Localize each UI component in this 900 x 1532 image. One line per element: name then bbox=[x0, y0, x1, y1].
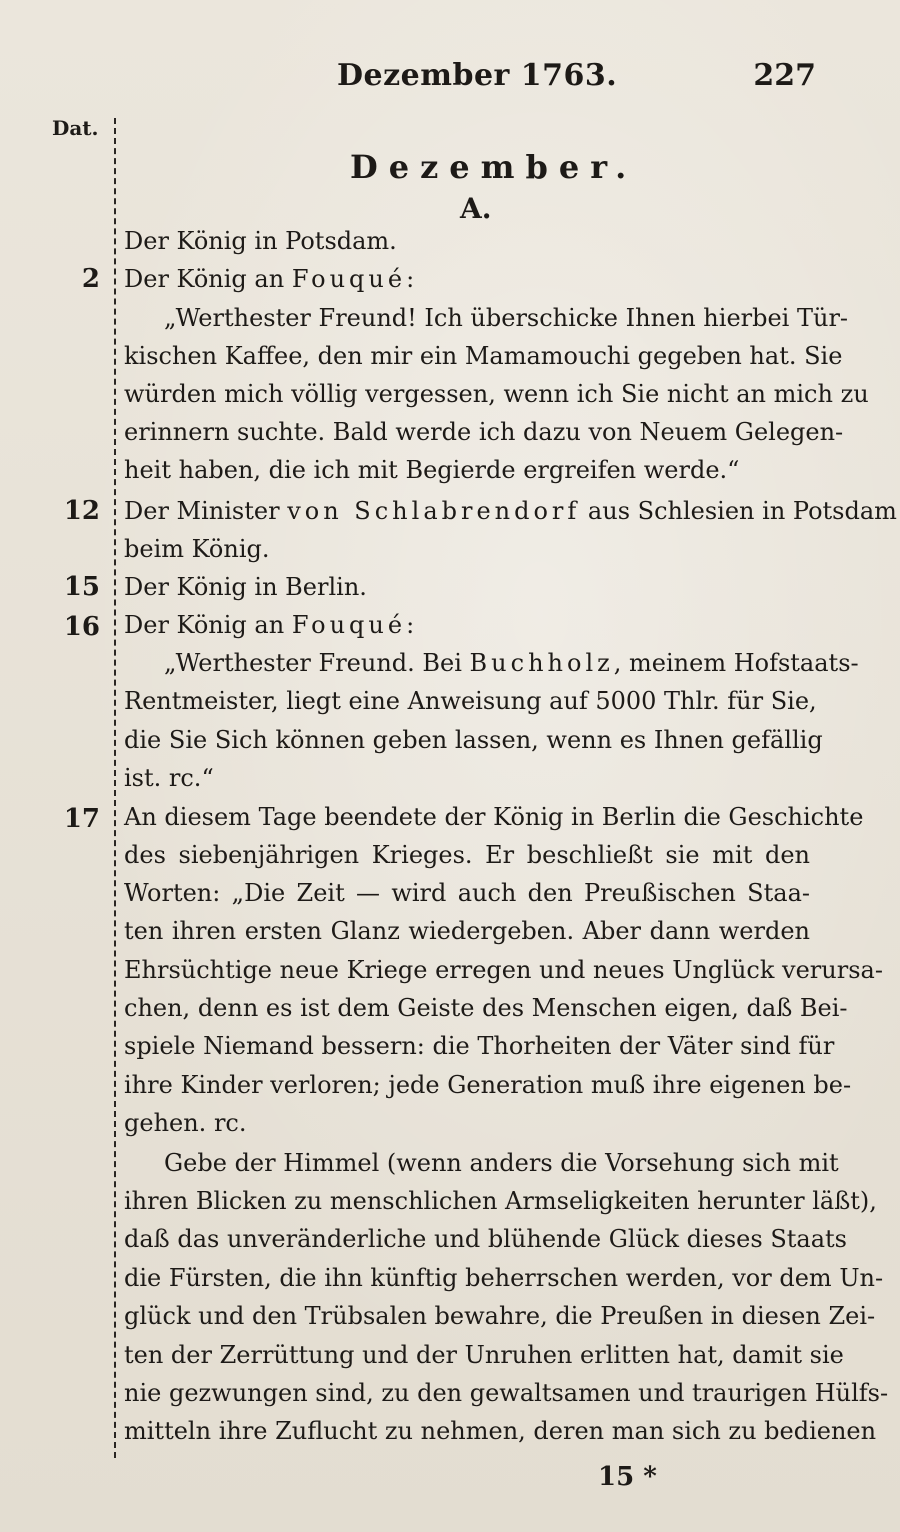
text-line: Ehrsüchtige neue Kriege erregen und neues Unglück verursa- bbox=[124, 956, 883, 984]
text-line bbox=[164, 644, 859, 682]
text-line: die Fürsten, die ihn künftig beherrschen werden, vor dem Un- bbox=[124, 1264, 884, 1292]
text-line: würden mich völlig vergessen, wenn ich Sie nicht an mich zu bbox=[124, 380, 869, 408]
section-subtitle: A. bbox=[460, 192, 492, 225]
text-line: Gebe der Himmel (wenn anders die Vorsehung sich mit bbox=[164, 1149, 839, 1177]
date-column-label: Dat. bbox=[52, 116, 99, 140]
text-line: erinnern suchte. Bald werde ich dazu von Neuem Gelegen- bbox=[124, 418, 844, 446]
text-line: Worten: „Die Zeit — wird auch den Preußischen Staa- bbox=[124, 879, 810, 907]
date-marker: 2 bbox=[81, 264, 100, 294]
text-line: glück und den Trübsalen bewahre, die Preußen in diesen Zei- bbox=[124, 1302, 876, 1330]
text-line: nie gezwungen sind, zu den gewaltsamen und traurigen Hülfs- bbox=[124, 1379, 889, 1407]
text-line: kischen Kaffee, den mir ein Mamamouchi gegeben hat. Sie bbox=[124, 342, 843, 370]
text-line: daß das unveränderliche und blühende Glück dieses Staats bbox=[124, 1225, 847, 1253]
text-run: : bbox=[406, 611, 415, 639]
date-marker: 15 bbox=[63, 572, 100, 602]
text-line: die Sie Sich können geben lassen, wenn es Ihnen gefällig bbox=[124, 726, 823, 754]
column-divider bbox=[114, 118, 116, 1458]
text-line: ten ihren ersten Glanz wiedergeben. Aber dann werden bbox=[124, 917, 810, 945]
text-line: „Werthester Freund! Ich überschicke Ihnen hierbei Tür- bbox=[164, 304, 849, 332]
date-marker: 12 bbox=[63, 496, 100, 526]
spaced-name: Fouqué bbox=[291, 265, 407, 293]
date-marker: 16 bbox=[63, 612, 100, 642]
text-line bbox=[124, 492, 897, 530]
text-line: Der König in Berlin. bbox=[124, 573, 367, 601]
text-line: Der König in Potsdam. bbox=[124, 227, 397, 255]
section-title: Dezember. bbox=[350, 148, 638, 186]
text-run: Der König an bbox=[124, 611, 292, 639]
text-run: : bbox=[406, 265, 415, 293]
text-line: spiele Niemand bessern: die Thorheiten der Väter sind für bbox=[124, 1032, 835, 1060]
text-line: chen, denn es ist dem Geiste des Menschen eigen, daß Bei- bbox=[124, 994, 848, 1022]
spaced-name: Buchholz bbox=[469, 649, 614, 677]
text-line: des siebenjährigen Krieges. Er beschließt sie mit den bbox=[124, 841, 810, 869]
text-line: An diesem Tage beendete der König in Berlin die Geschichte bbox=[124, 803, 864, 831]
text-line: heit haben, die ich mit Begierde ergreifen werde.“ bbox=[124, 456, 740, 484]
text-run: , meinem Hofstaats- bbox=[613, 649, 859, 677]
text-run: Der König an bbox=[124, 265, 292, 293]
text-line: ten der Zerrüttung und der Unruhen erlitten hat, damit sie bbox=[124, 1341, 844, 1369]
text-run: aus Schlesien in Potsdam bbox=[580, 497, 897, 525]
text-line bbox=[124, 606, 810, 644]
spaced-name: von Schlabrendorf bbox=[287, 497, 581, 525]
running-title: Dezember 1763. bbox=[337, 58, 618, 93]
text-line: ihre Kinder verloren; jede Generation muß ihre eigenen be- bbox=[124, 1071, 852, 1099]
text-line: ihren Blicken zu menschlichen Armseligkeiten herunter läßt), bbox=[124, 1187, 877, 1215]
text-line: mitteln ihre Zuflucht zu nehmen, deren man sich zu bedienen bbox=[124, 1417, 877, 1445]
signature-mark: 15 * bbox=[598, 1462, 657, 1492]
page-number: 227 bbox=[753, 58, 816, 93]
text-line: ist. rc.“ bbox=[124, 764, 214, 792]
text-line: beim König. bbox=[124, 535, 270, 563]
text-line bbox=[124, 260, 810, 298]
text-run: Der Minister bbox=[124, 497, 288, 525]
text-run: „Werthester Freund. Bei bbox=[164, 649, 470, 677]
spaced-name: Fouqué bbox=[291, 611, 407, 639]
text-line: gehen. rc. bbox=[124, 1109, 247, 1137]
running-head bbox=[0, 58, 900, 98]
text-line: Rentmeister, liegt eine Anweisung auf 5000 Thlr. für Sie, bbox=[124, 687, 817, 715]
date-marker: 17 bbox=[63, 804, 100, 834]
